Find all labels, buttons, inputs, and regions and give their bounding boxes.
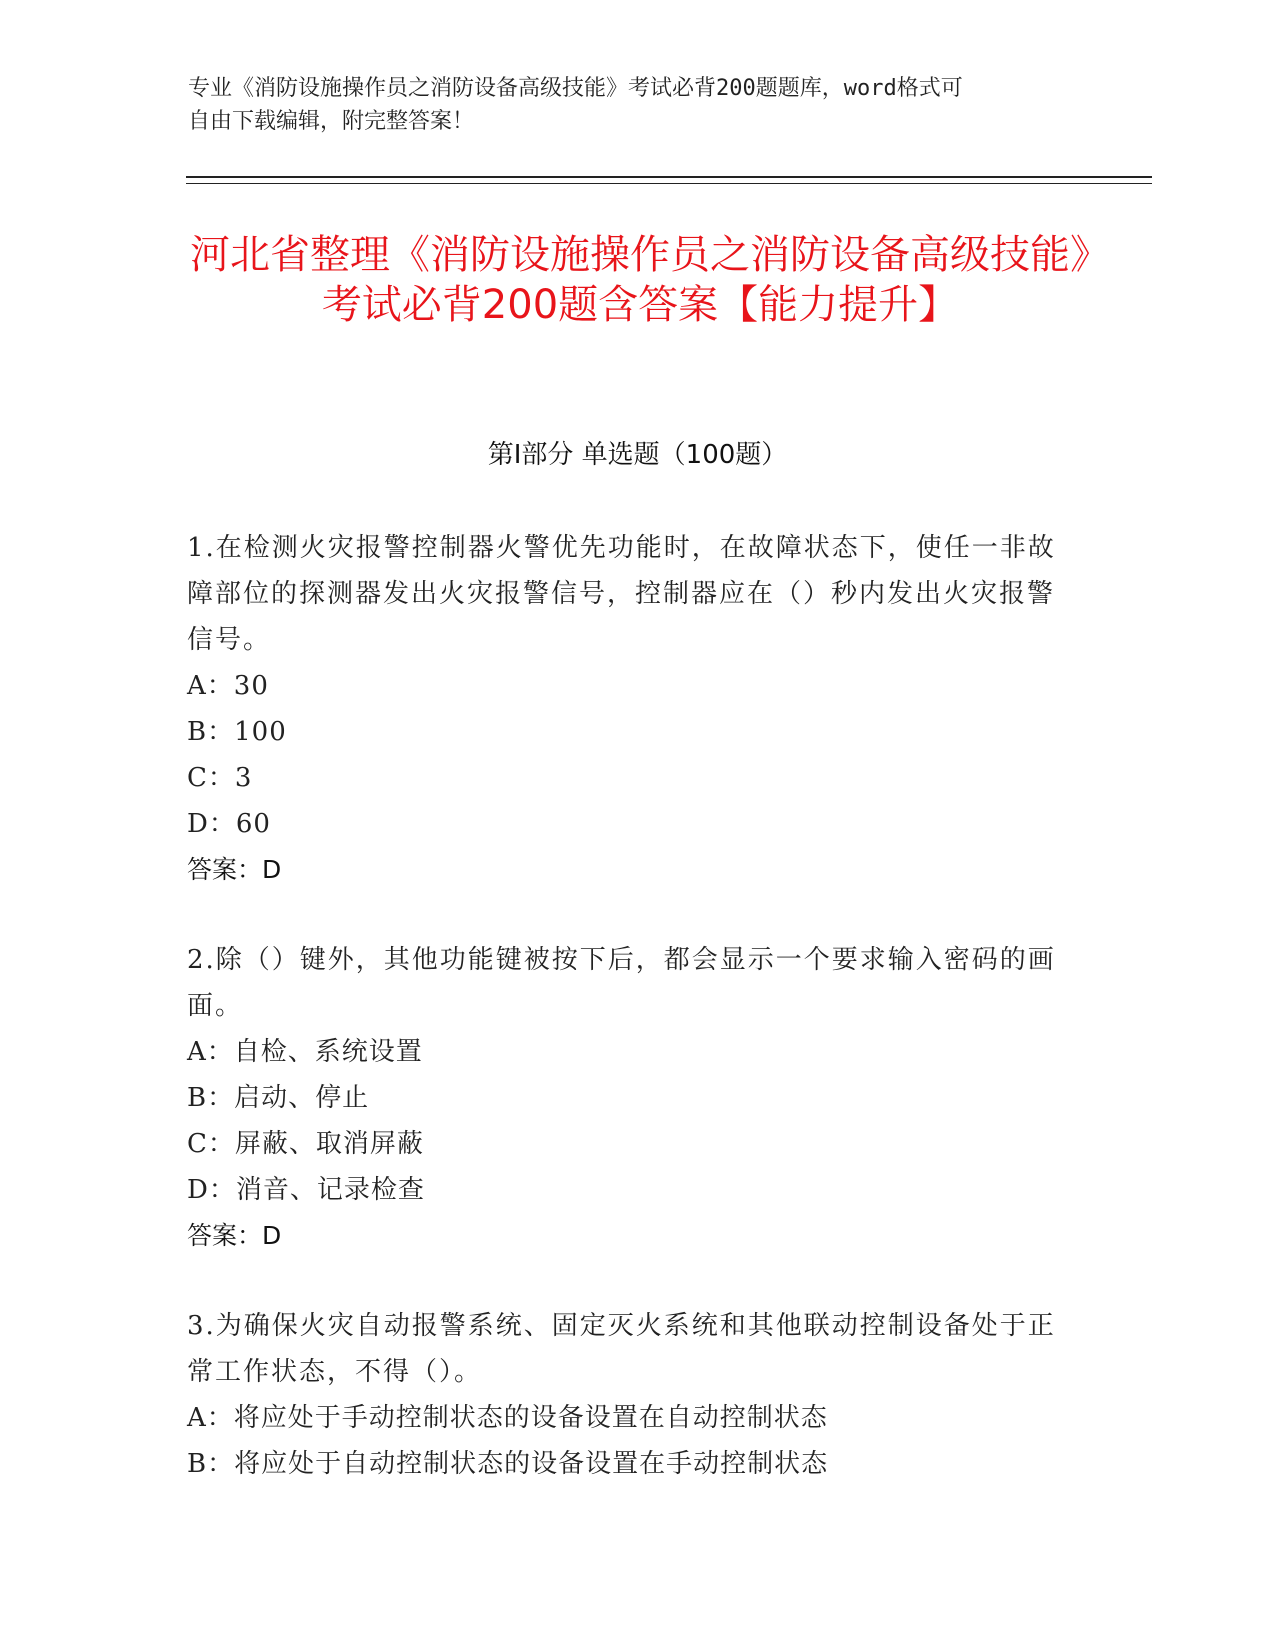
document-header	[188, 72, 1088, 138]
header-line-2: 自由下载编辑，附完整答案！	[188, 109, 475, 134]
option-a: A：30	[187, 671, 269, 701]
header-divider-thin	[186, 183, 1152, 184]
option-d: D：60	[187, 809, 271, 839]
question-stem: 3.为确保火灾自动报警系统、固定灭火系统和其他联动控制设备处于正常工作状态，不得（）。	[187, 1311, 1056, 1387]
option-b: B：启动、停止	[187, 1083, 370, 1113]
option-b: B：将应处于自动控制状态的设备设置在手动控制状态	[187, 1449, 829, 1479]
option-a: A：自检、系统设置	[187, 1037, 423, 1067]
answer: 答案：D	[187, 855, 282, 884]
option-c: C：3	[187, 763, 253, 793]
option-c: C：屏蔽、取消屏蔽	[187, 1129, 424, 1159]
header-line-1: 专业《消防设施操作员之消防设备高级技能》考试必背200题题库，word格式可	[188, 76, 963, 101]
question-stem: 1.在检测火灾报警控制器火警优先功能时，在故障状态下，使任一非故障部位的探测器发出火灾报警信号，控制器应在（）秒内发出火灾报警信号。	[187, 533, 1056, 655]
question-stem: 2.除（）键外，其他功能键被按下后，都会显示一个要求输入密码的画面。	[187, 945, 1056, 1021]
section-title: 第I部分 单选题（100题）	[487, 440, 788, 470]
option-d: D：消音、记录检查	[187, 1175, 425, 1205]
option-b: B：100	[187, 717, 287, 747]
question-3	[187, 1303, 1067, 1487]
question-list	[187, 525, 1067, 1531]
answer: 答案：D	[187, 1221, 282, 1250]
question-2	[187, 937, 1067, 1259]
header-divider-thick	[186, 176, 1152, 178]
document-title: 河北省整理《消防设施操作员之消防设备高级技能》考试必背200题含答案【能力提升】	[190, 232, 1090, 328]
option-a: A：将应处于手动控制状态的设备设置在自动控制状态	[187, 1403, 828, 1433]
question-1	[187, 525, 1067, 893]
